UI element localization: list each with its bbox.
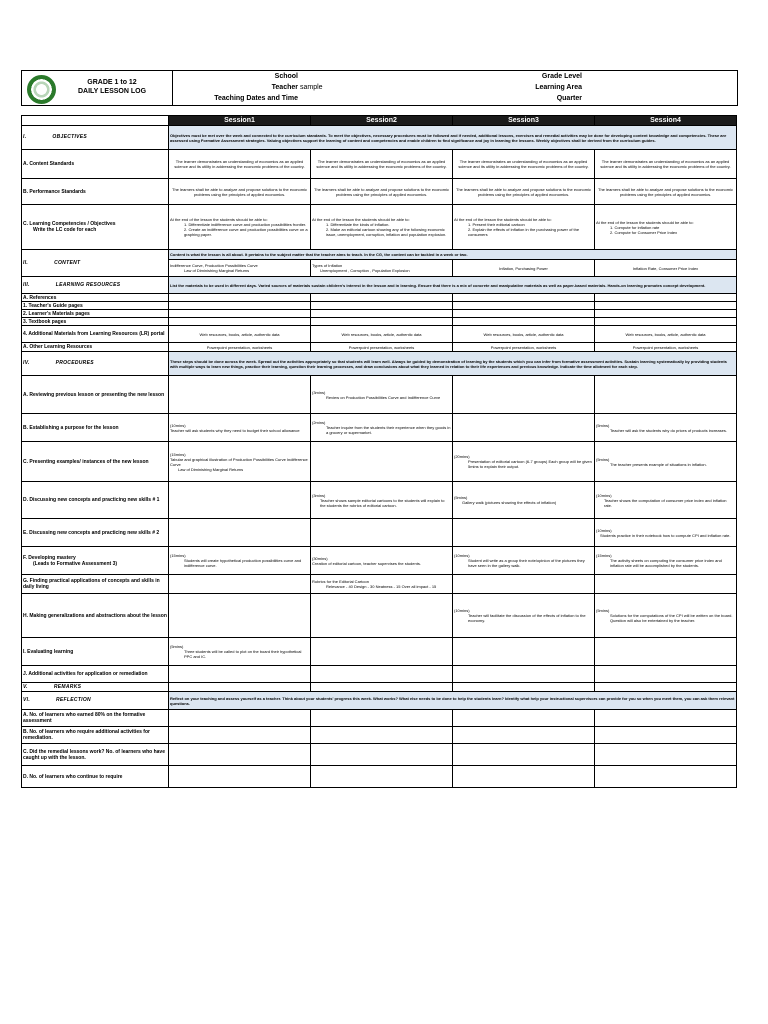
- resources-heading: III. LEARNING RESOURCES: [22, 277, 169, 294]
- school-label: School: [274, 73, 298, 80]
- content-heading: II. CONTENT: [22, 250, 169, 277]
- proc-f-s2[interactable]: (30mins) Creation of editorial cartoon, teacher supervises the students.: [311, 547, 453, 575]
- grade-level-label: Grade Level: [541, 73, 582, 80]
- proc-i-label: I. Evaluating learning: [22, 638, 169, 666]
- ref-c-label: C. Did the remedial lessons work? No. of learners who have caught up with the lesson.: [22, 744, 169, 766]
- session-header-row: [22, 116, 737, 126]
- proc-j-row: [22, 666, 737, 683]
- proc-b-s4[interactable]: (5mins) Teacher will ask the students why do prices of products increases.: [595, 414, 737, 442]
- competencies-label: C. Learning Competencies / Objectives Write the LC code for each: [22, 205, 169, 250]
- procedures-heading: IV. PROCEDURES: [22, 352, 169, 376]
- content-standards-row: [22, 150, 737, 179]
- deped-seal-icon: [27, 75, 56, 104]
- ref-a-row: [22, 710, 737, 727]
- performance-standards-label: B. Performance Standards: [22, 179, 169, 205]
- objectives-note: Objectives must be met over the week and connected to the curriculum standards. To meet the objectives, necessary procedures must be followed and if needed, additional lessons, exercises and remedial activities may be done for developing content knowledge and competencies. These are assessed using Formative Assessment strategies. Valuing objectives support the learning of content and competencies and enable children to find significance and joy in learning the lessons. Weekly objectives shall be derived from the curriculum guides.: [169, 126, 737, 150]
- reflection-note: Reflect on your teaching and assess yourself as a teacher. Think about your students' progress this week. What works? What else needs to be done to help the students learn? Identify what help your instructional supervisors can provide for you so when you meet them, you can ask them relevant questions.: [169, 692, 737, 710]
- performance-standards-row: [22, 179, 737, 205]
- proc-g-s4[interactable]: [595, 575, 737, 594]
- proc-d-s3[interactable]: (5mins) Gallery walk (pictures showing the effects of inflation): [453, 482, 595, 519]
- ref-b-s2[interactable]: [311, 727, 453, 744]
- resources-note: List the materials to be used in different days. Varied sources of materials sustain children's interest in the lesson and in learning. Ensure that there is a mix of concrete and manipulative materials as well as paper-based materials. Hands-on learning promotes concept development.: [169, 277, 737, 294]
- learning-area-label: Learning Area: [535, 84, 582, 91]
- proc-f-row: [22, 547, 737, 575]
- learners-materials-row: [22, 310, 737, 318]
- competencies-s2[interactable]: At the end of the lesson the students should be able to: 1. Differentiate the kinds of inflation. 2. Make an editorial cartoon showing any of the following economic issue, unemployment, corruption, inflation and population explosion.: [311, 205, 453, 250]
- remarks-s1[interactable]: [169, 683, 311, 692]
- additional-materials-label: 4. Additional Materials from Learning Resources (LR) portal: [22, 326, 169, 343]
- ref-d-s1[interactable]: [169, 766, 311, 788]
- school-value[interactable]: [300, 71, 500, 82]
- learners-materials-s4[interactable]: [595, 310, 737, 318]
- competencies-s3[interactable]: At the end of the lesson the students should be able to: 1. Present their editorial cartoon 2. Explain the effects of inflation in the purchasing power of the consumers: [453, 205, 595, 250]
- proc-b-s3[interactable]: [453, 414, 595, 442]
- proc-h-s3[interactable]: (10mins) Teacher will facilitate the discussion of the effects of inflation to the economy.: [453, 594, 595, 638]
- ref-b-s4[interactable]: [595, 727, 737, 744]
- ref-c-s1[interactable]: [169, 744, 311, 766]
- textbook-s3[interactable]: [453, 318, 595, 326]
- additional-materials-s1[interactable]: Web resources, books, article, authentic data: [169, 326, 311, 343]
- textbook-label: 3. Textbook pages: [22, 318, 169, 326]
- ref-d-s4[interactable]: [595, 766, 737, 788]
- references-s1[interactable]: [169, 294, 311, 302]
- content-note-row: [22, 250, 737, 260]
- competencies-s4[interactable]: At the end of the lesson the students should be able to: 1. Compute for inflation rate 2. Compute for Consumer Price Index: [595, 205, 737, 250]
- proc-c-s4[interactable]: (5mins) The teacher presents example of situations in inflation.: [595, 442, 737, 482]
- proc-b-label: B. Establishing a purpose for the lesson: [22, 414, 169, 442]
- other-resources-label: A. Other Learning Resources: [22, 343, 169, 352]
- proc-e-s2[interactable]: [311, 519, 453, 547]
- teachers-guide-s3[interactable]: [453, 302, 595, 310]
- proc-c-s2[interactable]: [311, 442, 453, 482]
- proc-d-row: [22, 482, 737, 519]
- remarks-heading: V. REMARKS: [22, 683, 169, 692]
- references-row: [22, 294, 737, 302]
- ref-c-row: [22, 744, 737, 766]
- proc-f-s1[interactable]: (15mins) Students will create hypothetical production possibilities curve and indifference curve.: [169, 547, 311, 575]
- other-resources-s3[interactable]: Powerpoint presentation, worksheets: [453, 343, 595, 352]
- proc-f-s4[interactable]: (15mins) The activity sheets on computing the consumer price index and inflation rate will be accomplished by the students.: [595, 547, 737, 575]
- ref-d-row: [22, 766, 737, 788]
- proc-c-s3[interactable]: (20mins) Presentation of editorial cartoon (6-7 groups) Each group will be given 5mins to explain their output.: [453, 442, 595, 482]
- learners-materials-s3[interactable]: [453, 310, 595, 318]
- proc-i-s1[interactable]: (5mins) Three students will be called to plot on the board their hypothetical PPC and IC.: [169, 638, 311, 666]
- teacher-value[interactable]: sample: [300, 84, 323, 91]
- ref-a-s2[interactable]: [311, 710, 453, 727]
- references-s4[interactable]: [595, 294, 737, 302]
- header-title-line2: DAILY LESSON LOG: [77, 88, 147, 95]
- ref-b-s1[interactable]: [169, 727, 311, 744]
- performance-standards-s4[interactable]: The learners shall be able to analyze and propose solutions to the economic problems using the principles of applied economics.: [595, 179, 737, 205]
- proc-i-row: [22, 638, 737, 666]
- teachers-guide-label: 1. Teacher's Guide pages: [22, 302, 169, 310]
- proc-i-s4[interactable]: [595, 638, 737, 666]
- proc-e-s1[interactable]: [169, 519, 311, 547]
- proc-b-s1[interactable]: (10mins) Teacher will ask students why they need to budget their school allowance: [169, 414, 311, 442]
- proc-c-label: C. Presenting examples/ instances of the new lesson: [22, 442, 169, 482]
- content-standards-s3[interactable]: The learner demonstrates an understanding of economics as an applied science and its utility in addressing the economic problems of the country.: [453, 150, 595, 179]
- proc-b-row: [22, 414, 737, 442]
- proc-e-s4[interactable]: (10mins) Students practice in their notebook how to compute CPI and inflation rate.: [595, 519, 737, 547]
- proc-a-label: A. Reviewing previous lesson or presenting the new lesson: [22, 376, 169, 414]
- procedures-note: These steps should be done across the week. Spread out the activities appropriately so that students will learn well. Always be guided by demonstration of learning by the students which you can infer from formative assessment activities. Sustain learning systematically by providing students with multiple ways to learn new things, practice their learning, question their learning processes, and draw conclusions about what they learned in relation to their life experiences and previous knowledge. Indicate the time allotment for each step.: [169, 352, 737, 376]
- remarks-s2[interactable]: [311, 683, 453, 692]
- header-title-line1: GRADE 1 to 12: [87, 79, 137, 86]
- learners-materials-s1[interactable]: [169, 310, 311, 318]
- content-s4[interactable]: Inflation Rate, Consumer Price Index: [595, 260, 737, 277]
- proc-e-row: [22, 519, 737, 547]
- reflection-row: [22, 692, 737, 710]
- content-standards-label: A. Content Standards: [22, 150, 169, 179]
- proc-h-label: H. Making generalizations and abstractions about the lesson: [22, 594, 169, 638]
- proc-e-s3[interactable]: [453, 519, 595, 547]
- references-s3[interactable]: [453, 294, 595, 302]
- lesson-log-header: [21, 70, 738, 106]
- ref-d-label: D. No. of learners who continue to require: [22, 766, 169, 788]
- ref-b-row: [22, 727, 737, 744]
- proc-a-s1[interactable]: [169, 376, 311, 414]
- references-s2[interactable]: [311, 294, 453, 302]
- teacher-label: Teacher: [271, 84, 298, 91]
- proc-d-s4[interactable]: (10mins) Teacher shows the computation of consumer price index and inflation rate.: [595, 482, 737, 519]
- textbook-row: [22, 318, 737, 326]
- proc-d-s2[interactable]: (3mins) Teacher shows sample editorial cartoons to the students will explain to the students the rubrics of editorial cartoon.: [311, 482, 453, 519]
- performance-standards-s2[interactable]: The learners shall be able to analyze and propose solutions to the economic problems using the principles of applied economics.: [311, 179, 453, 205]
- content-standards-s4[interactable]: The learner demonstrates an understanding of economics as an applied science and its utility in addressing the economic problems of the country.: [595, 150, 737, 179]
- ref-a-label: A. No. of learners who earned 80% on the formative assessment: [22, 710, 169, 727]
- ref-d-s2[interactable]: [311, 766, 453, 788]
- textbook-s1[interactable]: [169, 318, 311, 326]
- proc-g-label: G. Finding practical applications of concepts and skills in daily living: [22, 575, 169, 594]
- ref-d-s3[interactable]: [453, 766, 595, 788]
- proc-g-s3[interactable]: [453, 575, 595, 594]
- reflection-heading: VI. REFLECTION: [22, 692, 169, 710]
- proc-e-label: E. Discussing new concepts and practicing new skills # 2: [22, 519, 169, 547]
- remarks-s4[interactable]: [595, 683, 737, 692]
- remarks-s3[interactable]: [453, 683, 595, 692]
- header-title: [56, 78, 168, 96]
- header-title-block: [22, 71, 173, 105]
- additional-materials-row: [22, 326, 737, 343]
- ref-c-s2[interactable]: [311, 744, 453, 766]
- content-s2[interactable]: Types of Inflation Unemployment , Corruption , Population Explosion: [311, 260, 453, 277]
- content-note: Content is what the lesson is all about. It pertains to the subject matter that the teacher aims to teach. In the CG, the content can be tackled in a week or two.: [169, 250, 737, 260]
- quarter-label: Quarter: [556, 95, 582, 102]
- ref-b-s3[interactable]: [453, 727, 595, 744]
- ref-a-s4[interactable]: [595, 710, 737, 727]
- proc-h-row: [22, 594, 737, 638]
- other-resources-s2[interactable]: Powerpoint presentation, worksheets: [311, 343, 453, 352]
- proc-c-s1[interactable]: (15mins) Tabular and graphical illustration of Production Possibilities Curve Indifference Curve Law of Diminishing Marginal Returns: [169, 442, 311, 482]
- session-2-header: Session2: [311, 116, 453, 126]
- session-4-header: Session4: [595, 116, 737, 126]
- teachers-guide-s1[interactable]: [169, 302, 311, 310]
- proc-j-label: J. Additional activities for application or remediation: [22, 666, 169, 683]
- learners-materials-label: 2. Learner's Materials pages: [22, 310, 169, 318]
- other-resources-s1[interactable]: Powerpoint presentation, worksheets: [169, 343, 311, 352]
- proc-a-row: [22, 376, 737, 414]
- proc-d-s1[interactable]: [169, 482, 311, 519]
- lesson-log-table: [21, 115, 736, 788]
- resources-row: [22, 277, 737, 294]
- teachers-guide-row: [22, 302, 737, 310]
- teachers-guide-s2[interactable]: [311, 302, 453, 310]
- dates-value[interactable]: [300, 93, 500, 104]
- additional-materials-s2[interactable]: Web resources, books, article, authentic data: [311, 326, 453, 343]
- performance-standards-s3[interactable]: The learners shall be able to analyze and propose solutions to the economic problems using the principles of applied economics.: [453, 179, 595, 205]
- competencies-row: [22, 205, 737, 250]
- ref-c-s4[interactable]: [595, 744, 737, 766]
- objectives-row: [22, 126, 737, 150]
- references-label: A. References: [22, 294, 169, 302]
- content-standards-s2[interactable]: The learner demonstrates an understanding of economics as an applied science and its utility in addressing the economic problems of the country.: [311, 150, 453, 179]
- procedures-row: [22, 352, 737, 376]
- other-resources-row: [22, 343, 737, 352]
- ref-c-s3[interactable]: [453, 744, 595, 766]
- proc-i-s3[interactable]: [453, 638, 595, 666]
- competencies-s1[interactable]: At the end of the lesson the students should be able to: 1. Differentiate indifference curve and production possibilities frontier. 2. Create an indifference curve and production possibilities curve on a graphing paper.: [169, 205, 311, 250]
- proc-f-label: F. Developing mastery (Leads to Formative Assessment 3): [22, 547, 169, 575]
- additional-materials-s4[interactable]: Web resources, books, article, authentic data: [595, 326, 737, 343]
- other-resources-s4[interactable]: Powerpoint presentation, worksheets: [595, 343, 737, 352]
- content-s3[interactable]: Inflation, Purchasing Power: [453, 260, 595, 277]
- proc-j-s2[interactable]: [311, 666, 453, 683]
- content-standards-s1[interactable]: The learner demonstrates an understanding of economics as an applied science and its utility in addressing the economic problems of the country.: [169, 150, 311, 179]
- proc-j-s4[interactable]: [595, 666, 737, 683]
- proc-a-s3[interactable]: [453, 376, 595, 414]
- proc-c-row: [22, 442, 737, 482]
- learners-materials-s2[interactable]: [311, 310, 453, 318]
- proc-g-s2[interactable]: Rubrics for the Editorial Cartoon Relevance - 40 Design - 30 Neatness - 15 Over all impact - 15: [311, 575, 453, 594]
- proc-d-label: D. Discussing new concepts and practicing new skills # 1: [22, 482, 169, 519]
- session-1-header: Session1: [169, 116, 311, 126]
- performance-standards-s1[interactable]: The learners shall be able to analyze and propose solutions to the economic problems using the principles of applied economics.: [169, 179, 311, 205]
- proc-h-s1[interactable]: [169, 594, 311, 638]
- proc-f-s3[interactable]: (10mins) Student will write as a group their note/opinion of the pictures they have seen in the gallery walk.: [453, 547, 595, 575]
- proc-a-s4[interactable]: [595, 376, 737, 414]
- proc-i-s2[interactable]: [311, 638, 453, 666]
- additional-materials-s3[interactable]: Web resources, books, article, authentic data: [453, 326, 595, 343]
- session-3-header: Session3: [453, 116, 595, 126]
- proc-h-s2[interactable]: [311, 594, 453, 638]
- dates-label: Teaching Dates and Time: [214, 95, 298, 102]
- ref-b-label: B. No. of learners who require additional activities for remediation.: [22, 727, 169, 744]
- ref-a-s3[interactable]: [453, 710, 595, 727]
- ref-a-s1[interactable]: [169, 710, 311, 727]
- remarks-row: [22, 683, 737, 692]
- textbook-s4[interactable]: [595, 318, 737, 326]
- proc-j-s1[interactable]: [169, 666, 311, 683]
- proc-g-s1[interactable]: [169, 575, 311, 594]
- teachers-guide-s4[interactable]: [595, 302, 737, 310]
- proc-h-s4[interactable]: (5mins) Solutions for the computations of the CPI will be written on the board. Question will also be entertained by the teacher.: [595, 594, 737, 638]
- proc-j-s3[interactable]: [453, 666, 595, 683]
- proc-b-s2[interactable]: (2mins) Teacher inquire from the students their experience when they goods in a grocery or supermarket.: [311, 414, 453, 442]
- content-s1[interactable]: Indifference Curve, Production Possibilities Curve Law of Diminishing Marginal Returns: [169, 260, 311, 277]
- header-corner: [22, 116, 169, 126]
- objectives-heading: I. OBJECTIVES: [22, 126, 169, 150]
- textbook-s2[interactable]: [311, 318, 453, 326]
- proc-g-row: [22, 575, 737, 594]
- proc-a-s2[interactable]: (3mins) Review on Production Possibilities Curve and Indifference Curve: [311, 376, 453, 414]
